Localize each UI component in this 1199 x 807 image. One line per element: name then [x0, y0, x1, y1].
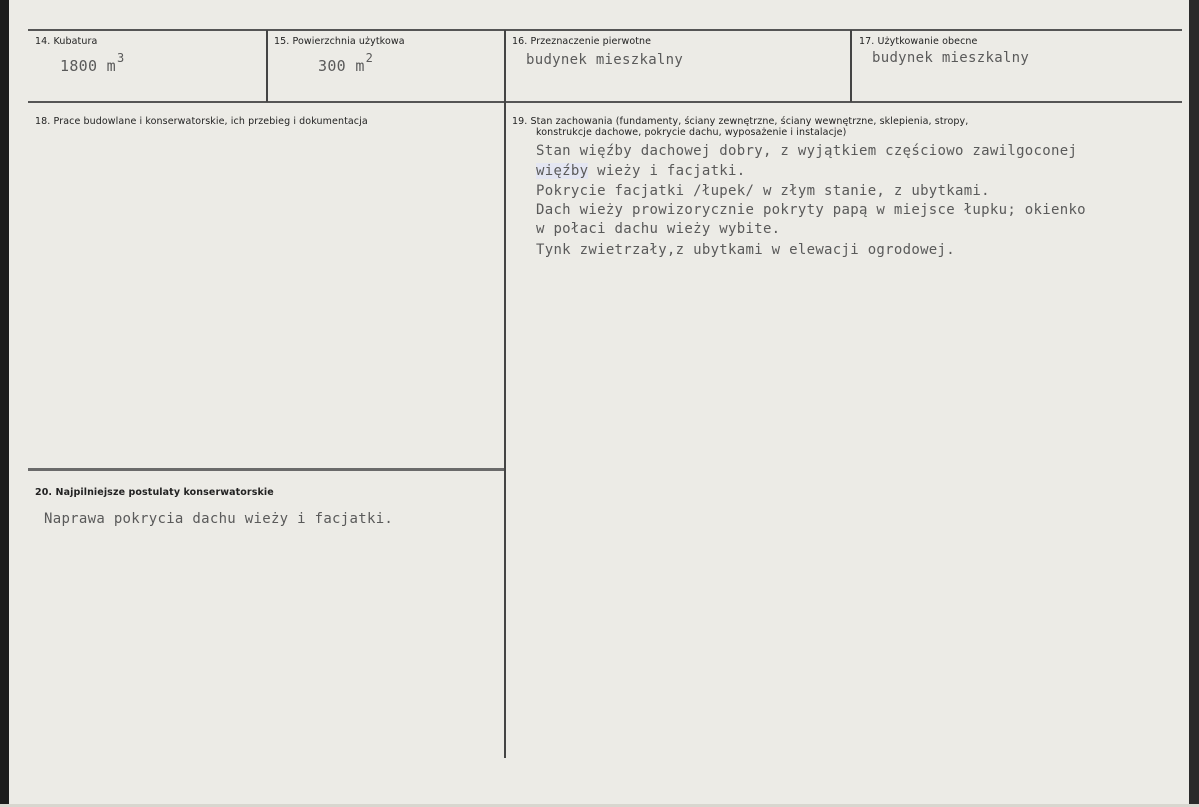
powierzchnia-value: 300 m: [318, 57, 365, 75]
field-15-value: [318, 51, 374, 75]
field-15-label: 15. Powierzchnia użytkowa: [274, 36, 405, 47]
kubatura-value: 1800 m: [60, 57, 116, 75]
section-divider-18-20: [28, 468, 504, 471]
condition-line-2-highlight: więźby: [536, 163, 589, 179]
field-20-value: Naprawa pokrycia dachu wieży i facjatki.: [44, 511, 394, 527]
condition-line-6: Tynk zwietrzały,z ubytkami w elewacji ogrodowej.: [536, 242, 955, 258]
condition-line-2-rest: wieży i facjatki.: [588, 163, 746, 179]
top-rule: [28, 29, 1182, 31]
col-divider-16-17: [850, 30, 852, 102]
field-14-label: 14. Kubatura: [35, 36, 98, 47]
field-16-value: budynek mieszkalny: [526, 52, 684, 68]
condition-line-2: [536, 161, 746, 181]
field-20-label: 20. Najpilniejsze postulaty konserwatorskie: [35, 487, 274, 498]
field-19-label-line2: konstrukcje dachowe, pokrycie dachu, wyposażenie i instalacje): [536, 127, 847, 138]
scan-border-left: [0, 0, 9, 807]
condition-line-3: Pokrycie facjatki /łupek/ w złym stanie, z ubytkami.: [536, 183, 990, 199]
field-17-value: budynek mieszkalny: [872, 50, 1030, 66]
scan-border-right: [1189, 0, 1199, 807]
row-divider-1: [28, 101, 1182, 103]
kubatura-exponent: 3: [117, 51, 125, 65]
condition-line-5: w połaci dachu wieży wybite.: [536, 221, 781, 237]
field-16-label: 16. Przeznaczenie pierwotne: [512, 36, 652, 47]
field-19-label-line1: 19. Stan zachowania (fundamenty, ściany zewnętrzne, ściany wewnętrzne, sklepienia, stropy,: [512, 116, 969, 127]
col-divider-14-15: [266, 30, 268, 102]
condition-line-1: Stan więźby dachowej dobry, z wyjątkiem częściowo zawilgoconej: [536, 143, 1078, 159]
field-17-label: 17. Użytkowanie obecne: [859, 36, 978, 47]
field-18-label: 18. Prace budowlane i konserwatorskie, ich przebieg i dokumentacja: [35, 116, 368, 127]
condition-line-4: Dach wieży prowizorycznie pokryty papą w miejsce łupku; okienko: [536, 202, 1086, 218]
field-14-value: [60, 51, 125, 75]
powierzchnia-exponent: 2: [365, 51, 374, 65]
col-divider-15-16: [504, 30, 506, 758]
